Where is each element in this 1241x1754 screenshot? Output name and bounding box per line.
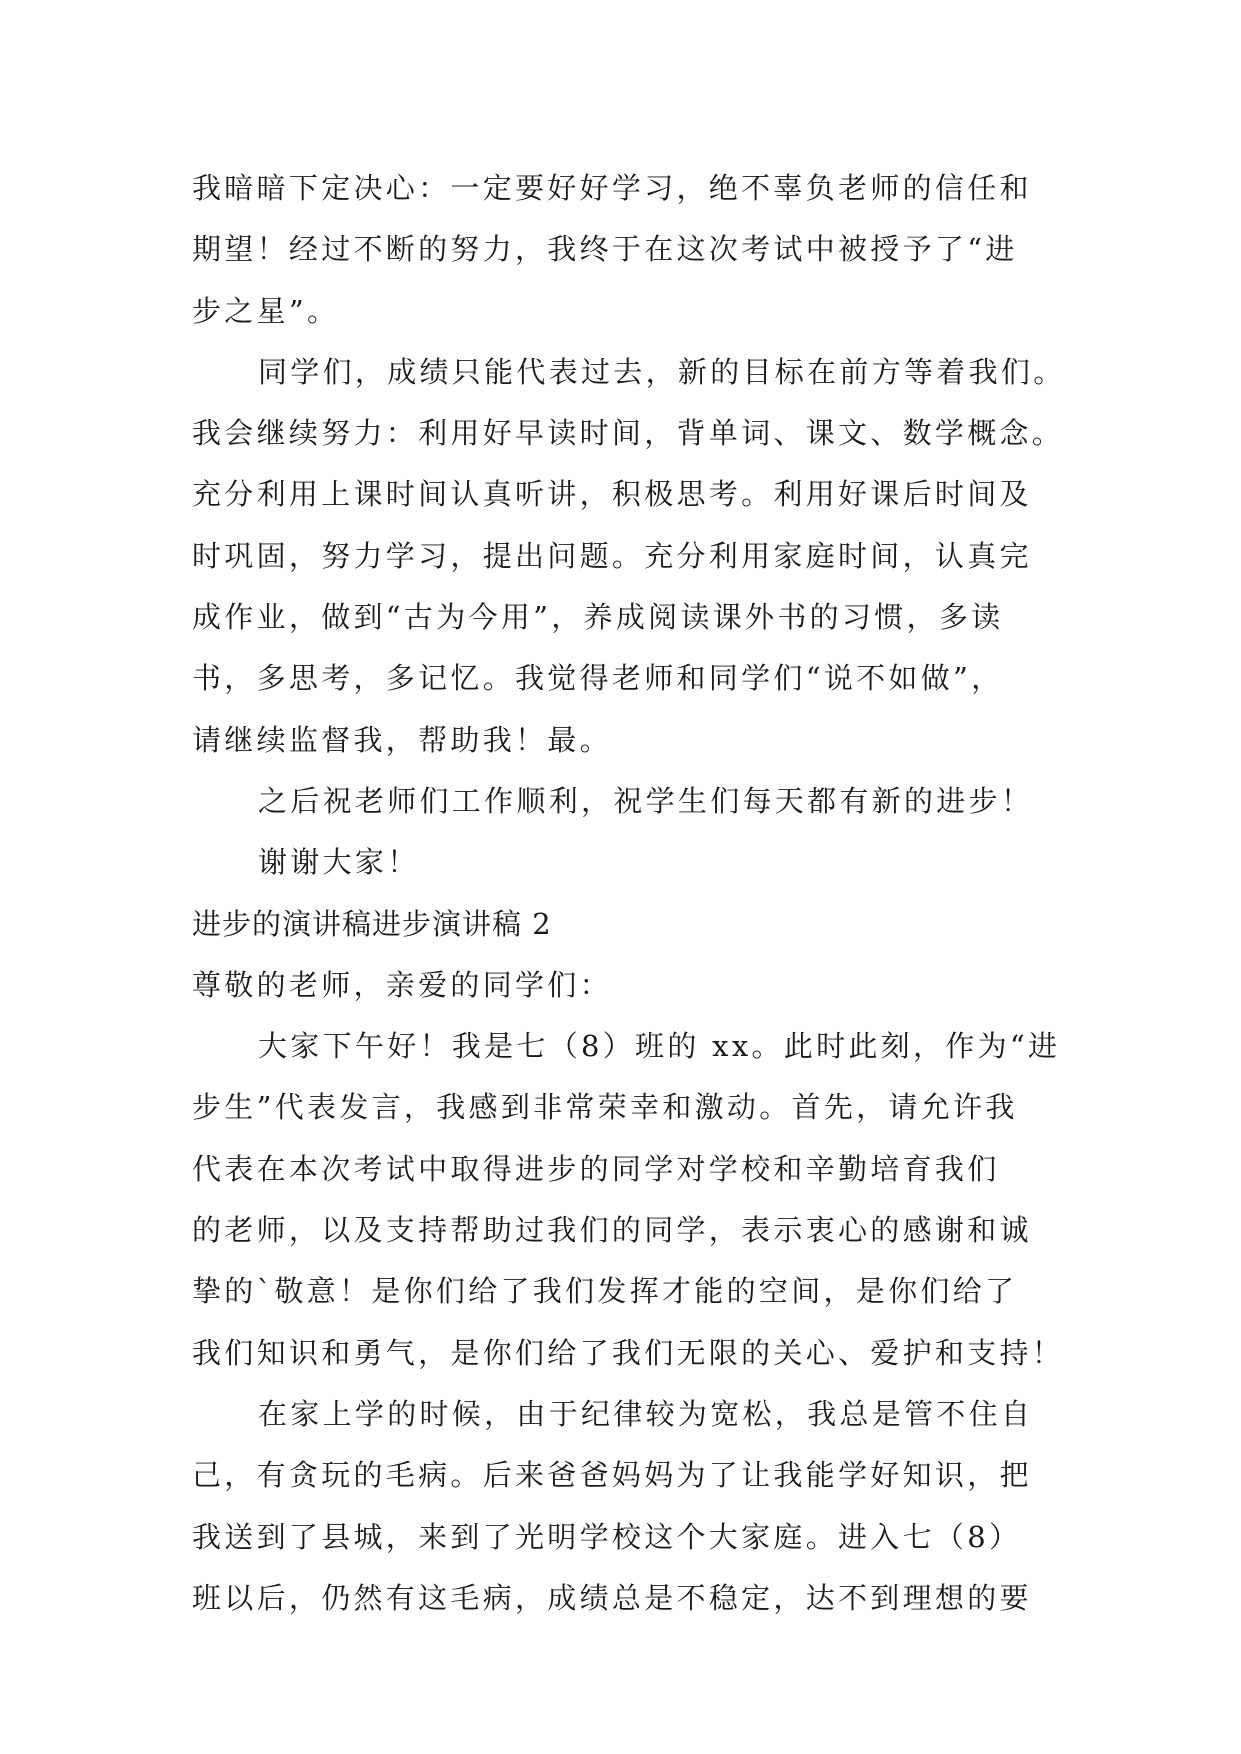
text-line: 请继续监督我，帮助我！最。 <box>192 722 612 757</box>
heading-text: 进步的演讲稿进步演讲稿 2 <box>192 906 552 941</box>
paragraph-resolve <box>192 158 1052 342</box>
text-line: 班以后，仍然有这毛病，成绩总是不稳定，达不到理想的要 <box>192 1580 1032 1615</box>
text-line: 我会继续努力：利用好早读时间，背单词、课文、数学概念。 <box>192 416 1065 451</box>
text-line: 谢谢大家！ <box>258 845 420 880</box>
salutation-text: 尊敬的老师，亲爱的同学们： <box>192 967 612 1002</box>
text-line: 我暗暗下定决心：一定要好好学习，绝不辜负老师的信任和 <box>192 171 1032 205</box>
text-line: 同学们，成绩只能代表过去，新的目标在前方等着我们。 <box>258 354 1066 389</box>
text-line: 在家上学的时候，由于纪律较为宽松，我总是管不住自 <box>258 1396 1034 1431</box>
salutation <box>192 955 1052 1016</box>
text-line: 之后祝老师们工作顺利，祝学生们每天都有新的进步！ <box>258 783 1034 818</box>
text-line: 挚的`敬意！是你们给了我们发挥才能的空间，是你们给了 <box>192 1274 1018 1309</box>
text-line: 步之星”。 <box>192 293 340 328</box>
paragraph-introduction <box>192 1016 1065 1384</box>
text-line: 的老师，以及支持帮助过我们的同学，表示衷心的感谢和诚 <box>192 1213 1032 1248</box>
document-page <box>192 158 1066 1629</box>
text-line: 成作业，做到“古为今用”，养成阅读课外书的习惯，多读 <box>192 600 1004 635</box>
text-line: 书，多思考，多记忆。我觉得老师和同学们“说不如做”， <box>192 661 1004 696</box>
text-line: 大家下午好！我是七（8）班的 xx。此时此刻，作为“进 <box>258 1029 1061 1064</box>
paragraph-background <box>192 1384 1052 1629</box>
text-line: 期望！经过不断的努力，我终于在这次考试中被授予了“进 <box>192 232 1018 267</box>
text-line: 步生”代表发言，我感到非常荣幸和激动。首先，请允许我 <box>192 1090 1018 1125</box>
text-line: 己，有贪玩的毛病。后来爸爸妈妈为了让我能学好知识，把 <box>192 1458 1032 1493</box>
text-line: 我送到了县城，来到了光明学校这个大家庭。进入七（8） <box>192 1519 1022 1554</box>
section-heading <box>192 894 1052 955</box>
text-line: 时巩固，努力学习，提出问题。充分利用家庭时间，认真完 <box>192 538 1032 573</box>
paragraph-plans <box>192 342 1066 771</box>
paragraph-thanks <box>192 832 1052 893</box>
text-line: 我们知识和勇气，是你们给了我们无限的关心、爱护和支持！ <box>192 1335 1065 1370</box>
text-line: 充分利用上课时间认真听讲，积极思考。利用好课后时间及 <box>192 477 1032 512</box>
paragraph-wishes <box>192 771 1052 832</box>
text-line: 代表在本次考试中取得进步的同学对学校和辛勤培育我们 <box>192 1151 1000 1186</box>
